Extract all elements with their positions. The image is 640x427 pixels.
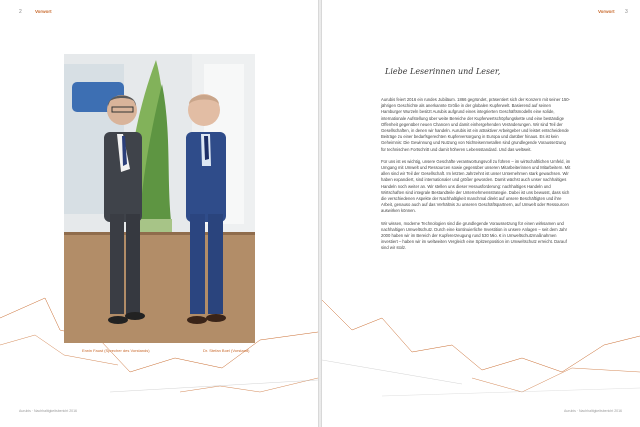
page-number-right: 3 (625, 9, 628, 15)
letter-paragraph: Aurubis feiert 2016 ein rundes Jubiläum. 1866 gegründet, präsentiert sich der Konzern mit seiner 150-jährigen Geschichte als anerkannte Größe in der globalen Kupferwelt. Basierend auf seinen Hamburger Wurzeln besitzt Aurubis aufgrund eines integrierten Geschäftsmodells eine solide, internationale Aufstellung über weite Bereiche der Kupferwertschöpfungskette und eine beständige Offenheit gegenüber neuen Chancen und damit einhergehenden Veränderungen. Wir sind Teil der Gesellschaften, in denen wir handeln. Aurubis ist ein attraktiver Arbeitgeber und leistet entscheidende Beiträge zu einer bedarfsgerechten Kupferversorgung in Europa und darüber hinaus. Es ist kein Geheimnis: Die Gewinnung und Nutzung von Nichteisenmetallen sind grundlegende Voraussetzung für technischen Fortschritt und damit höheren Lebensstandard. Und das weltweit. (381, 97, 571, 152)
letter-salutation: Liebe Leserinnen und Leser, (385, 67, 501, 76)
executives-photo (64, 54, 255, 343)
footer-left: Aurubis · Nachhaltigkeitsbericht 2016 (19, 409, 77, 413)
photo-caption-right: Dr. Stefan Boel (Vorstand) (203, 348, 250, 353)
letter-paragraph: Für uns ist es wichtig, unsere Geschäfte verantwortungsvoll zu führen – im wirtschaftlichen Umfeld, im Umgang mit Umwelt und Ressourcen sowie gegenüber unseren Mitarbeiterinnen und Mitarbeitern. Mit allen sind wir Teil der Gesellschaft. Im letzten Jahrzehnt ist unser Unternehmen stark gewachsen. Wir haben expandiert, sind internationaler und größer geworden. Damit wächst auch unser nachhaltiges Handeln noch weiter an. Wir stellen uns dieser Herausforderung: nachhaltiges Handeln und Wirtschaften sind integrale Bestandteile der Unternehmensstrategie. Dabei ist uns bewusst, dass sich die verschiedenen Aspekte der Nachhaltigkeit manchmal direkt auf unsere Beschäftigten und ihre Arbeit, genauso auch auf das Verhältnis zu unseren Geschäftspartnern, auf Umwelt oder Ressourcen auswirken können. (381, 158, 571, 214)
photo-caption-left: Erwin Faust (Sprecher des Vorstands) (82, 348, 150, 353)
page-number-left: 2 (19, 9, 22, 15)
footer-right: Aurubis · Nachhaltigkeitsbericht 2016 (564, 409, 622, 413)
left-page (0, 0, 318, 427)
letter-body (381, 97, 571, 258)
section-label-right: Vorwort (598, 9, 615, 14)
section-label-left: Vorwort (35, 9, 52, 14)
letter-paragraph: Wir wissen, moderne Technologien sind die grundlegende Voraussetzung für einen wirksamen und nachhaltigen Umweltschutz. Durch eine kontinuierliche Investition in unsere Anlagen – seit dem Jahr 2000 haben wir im Bereich der Kupfererzeugung rund 530 Mio. € in Umweltschutzmaßnahmen investiert – haben wir im weltweiten Vergleich eine Spitzenposition im Umweltschutz erreicht. Darauf sind wir stolz. (381, 220, 567, 251)
